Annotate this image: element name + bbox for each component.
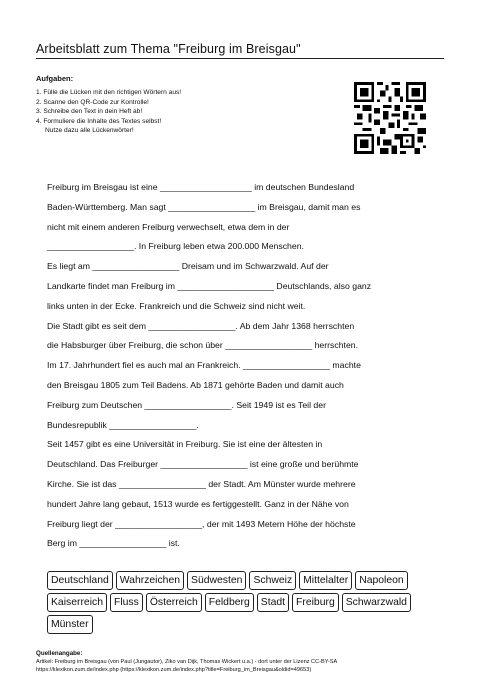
word-card-muenster: Münster (47, 615, 93, 634)
cloze-text (47, 178, 447, 554)
page-title: Arbeitsblatt zum Thema "Freiburg im Breisgau" (36, 42, 301, 56)
text-line: Die Stadt gibt es seit dem __________________. Ab dem Jahr 1368 herrschten (47, 320, 355, 331)
text-line: Freiburg liegt der __________________, der mit 1493 Metern Höhe der höchste (47, 518, 356, 529)
sources-heading: Quellenangabe: (36, 650, 83, 657)
text-line: Freiburg im Breisgau ist eine ___________________ im deutschen Bundesland (47, 182, 355, 192)
word-bank (47, 571, 447, 637)
word-card-stadt: Stadt (257, 593, 289, 612)
text-line: Freiburg zum Deutschen __________________. Seit 1949 ist es Teil der (47, 399, 326, 410)
text-line: Im 17. Jahrhundert fiel es auch mal an Frankreich. __________________ machte (47, 360, 361, 371)
word-bank-row (47, 571, 447, 590)
text-line: Seit 1457 gibt es eine Universität in Freiburg. Sie ist eine der ältesten in (47, 439, 323, 450)
task-item: Nutze dazu alle Lückenwörter! (45, 127, 134, 135)
word-card-schweiz: Schweiz (249, 571, 296, 590)
word-card-feldberg: Feldberg (205, 593, 254, 612)
text-line: Kirche. Sie ist das __________________ der Stadt. Am Münster wurde mehrere (47, 478, 356, 489)
title-divider (36, 58, 444, 59)
tasks-list (36, 88, 181, 136)
qr-code-icon[interactable] (354, 82, 426, 154)
source-link[interactable]: https://klexikon.zum.de/index.php (https://klexikon.zum.de/index.php?title=Freiburg_im_Breisgau&oldid=49653) (36, 667, 312, 674)
word-card-deutschland: Deutschland (47, 571, 113, 590)
text-line: Deutschland. Das Freiburger __________________ ist eine große und berühmte (47, 459, 359, 470)
text-line: __________________. In Freiburg leben etwa 200.000 Menschen. (47, 241, 304, 252)
text-line: Berg im __________________ ist. (47, 538, 180, 549)
text-line: nicht mit einem anderen Freiburg verwechselt, etwa dem in der (47, 221, 290, 232)
text-line: die Habsburger über Freiburg, die schon über __________________ herrschten. (47, 340, 359, 351)
word-card-wahrzeichen: Wahrzeichen (116, 571, 184, 590)
text-line: Baden-Württemberg. Man sagt __________________ im Breisgau, damit man es (47, 201, 361, 212)
text-line: den Breisgau 1805 zum Teil Badens. Ab 1871 gehörte Baden und damit auch (47, 379, 344, 390)
text-line: Landkarte findet man Freiburg im ____________________ Deutschlands, also ganz (47, 280, 372, 291)
word-card-napoleon: Napoleon (355, 571, 408, 590)
word-bank-row (47, 593, 447, 612)
word-card-suedwesten: Südwesten (187, 571, 246, 590)
task-item: 2. Scanne den QR-Code zur Kontrolle! (36, 98, 149, 106)
word-card-oesterreich: Österreich (146, 593, 202, 612)
word-bank-row (47, 615, 447, 634)
word-card-fluss: Fluss (110, 593, 143, 612)
text-line: hundert Jahre lang gebaut, 1513 wurde es fertiggestellt. Ganz in der Nähe von (47, 498, 349, 509)
source-line: Artikel: Freiburg im Breisgau (von Paul (Jungautor), Ziko van Dijk, Thomas Wickert u.a.) - dort unter der Lizenz CC-BY-SA (36, 659, 338, 665)
task-item: 4. Formuliere die Inhalte des Textes selbst! (36, 117, 162, 125)
text-line: Es liegt am __________________ Dreisam und im Schwarzwald. Auf der (47, 261, 329, 272)
word-card-schwarzwald: Schwarzwald (342, 593, 411, 612)
task-item: 3. Schreibe den Text in dein Heft ab! (36, 108, 143, 116)
text-line: links unten in der Ecke. Frankreich und die Schweiz sind nicht weit. (47, 300, 306, 311)
text-line: Bundesrepublik __________________. (47, 419, 199, 430)
word-card-freiburg: Freiburg (292, 593, 339, 612)
sources-text (36, 658, 337, 674)
word-card-mittelalter: Mittelalter (299, 571, 352, 590)
word-card-kaiserreich: Kaiserreich (47, 593, 107, 612)
task-item: 1. Fülle die Lücken mit den richtigen Wörtern aus! (36, 89, 182, 96)
tasks-heading: Aufgaben: (36, 74, 74, 83)
